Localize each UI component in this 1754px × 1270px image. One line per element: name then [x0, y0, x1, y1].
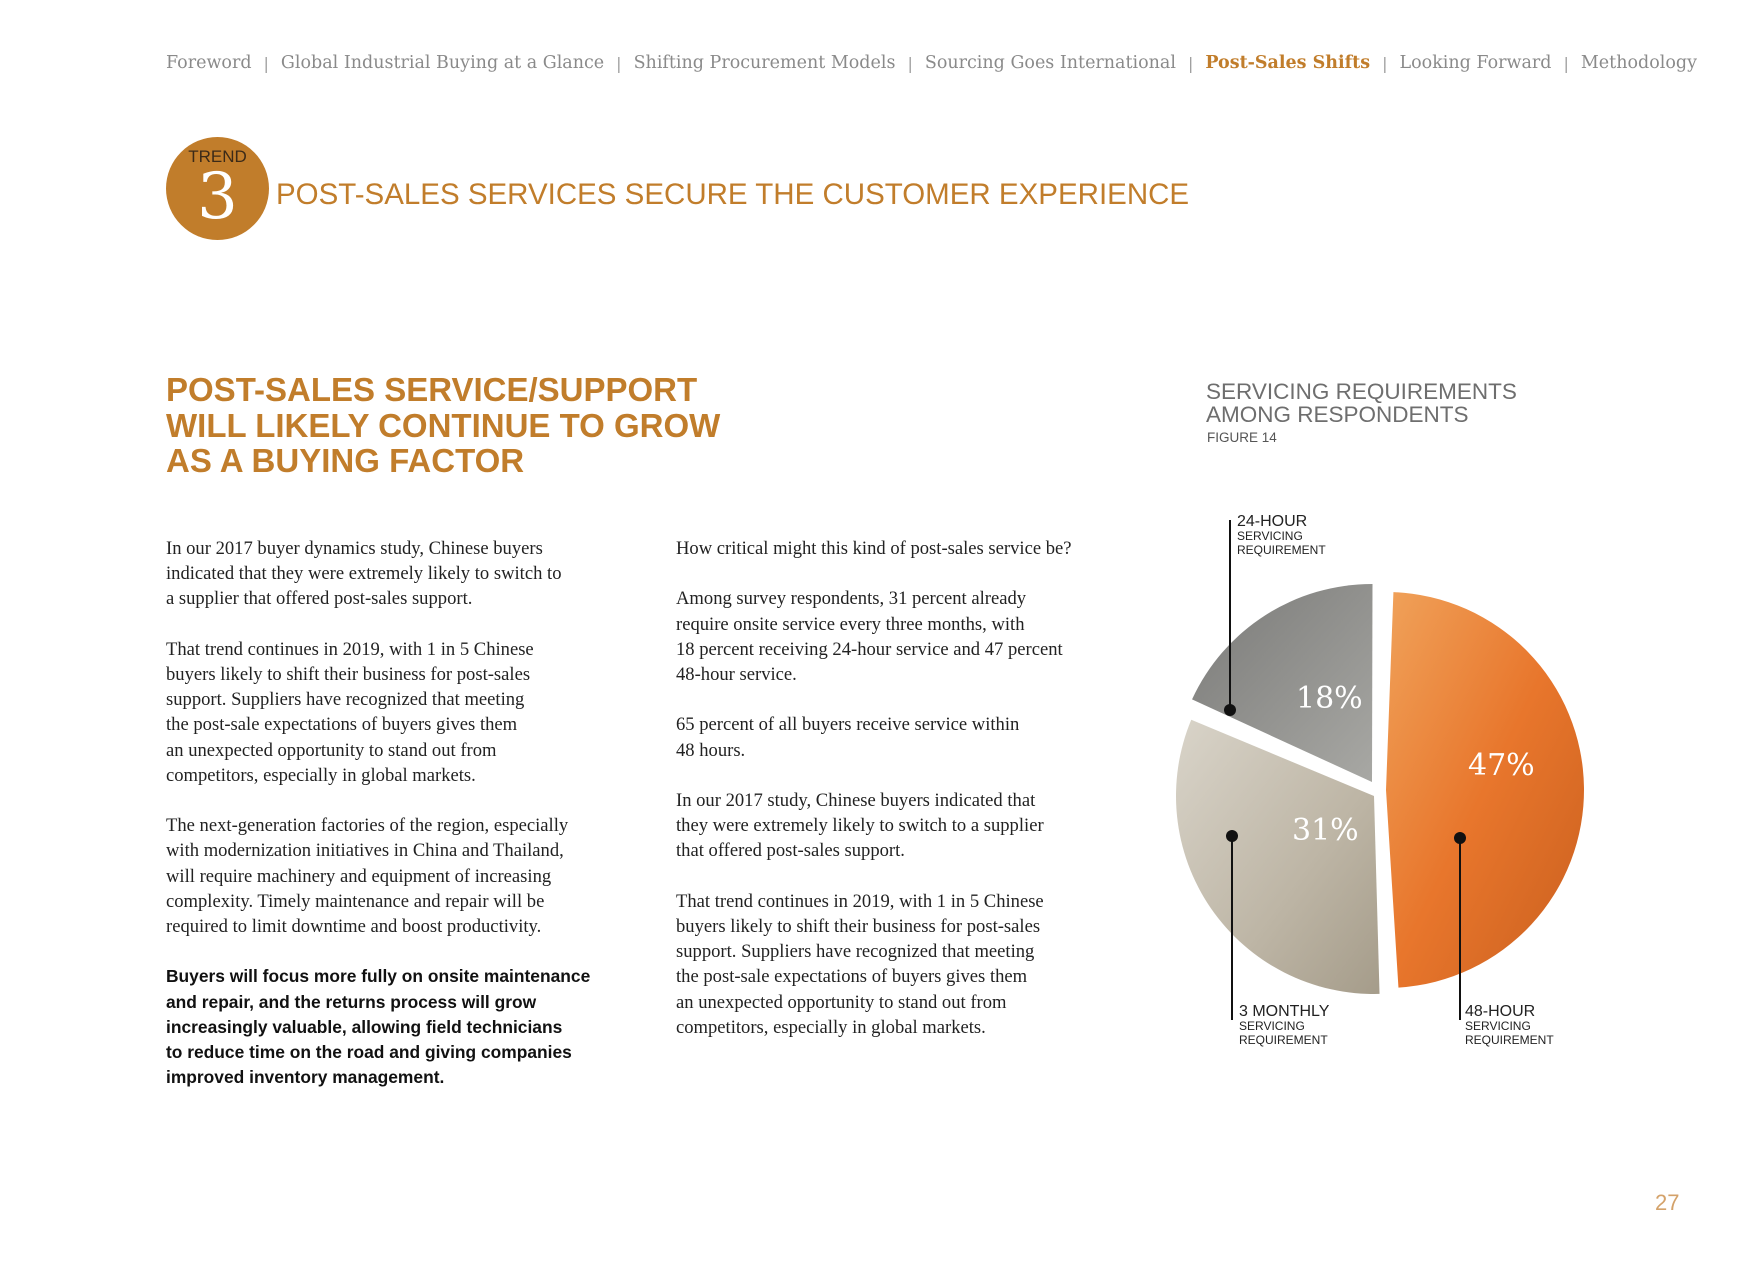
pie-value-48-hour: 47%	[1468, 748, 1535, 783]
pie-label-24-hour-title: 24-HOUR	[1237, 513, 1308, 530]
nav-separator: |	[1187, 53, 1194, 73]
right-paragraph-3: 65 percent of all buyers receive service within 48 hours.	[676, 714, 1020, 761]
section-heading: POST-SALES SERVICE/SUPPORT WILL LIKELY CONTINUE TO GROW AS A BUYING FACTOR	[166, 371, 721, 479]
nav-item-foreword[interactable]: Foreword	[166, 53, 252, 73]
nav-separator: |	[907, 53, 913, 73]
trend-label: TREND	[188, 147, 247, 166]
pie-slice-48-hour	[1386, 592, 1584, 987]
pie-label-3-monthly-title: 3 MONTHLY	[1239, 1003, 1330, 1020]
right-paragraph-4: In our 2017 study, Chinese buyers indicated that they were extremely likely to switch to a supplier that offered post-sales support.	[676, 789, 1044, 862]
pie-leader-dot	[1224, 704, 1236, 716]
pie-label-24-hour-sub: SERVICING REQUIREMENT	[1237, 529, 1326, 557]
page-number: 27	[1655, 1190, 1680, 1215]
pie-label-3-monthly	[1239, 1003, 1329, 1047]
nav-item-post-sales-shifts[interactable]: Post-Sales Shifts	[1205, 53, 1371, 73]
nav-separator: |	[616, 53, 622, 73]
left-bold-callout: Buyers will focus more fully on onsite maintenance and repair, and the returns process will grow increasingly valuable, allowing field technicians to reduce time on the road and giving companies improved inventory management.	[166, 966, 591, 1088]
left-paragraph-2: That trend continues in 2019, with 1 in 5 Chinese buyers likely to shift their business for post-sales support. Suppliers have recognized that meeting the post-sale expectations of buyers gives them an unexpected opportunity to stand out from competitors, especially in global markets.	[166, 638, 534, 786]
right-column	[676, 536, 1156, 1065]
trend-badge	[166, 137, 269, 240]
nav-item-methodology[interactable]: Methodology	[1580, 53, 1697, 73]
pie-label-48-hour	[1465, 1003, 1554, 1047]
nav-item-sourcing-goes-international[interactable]: Sourcing Goes International	[924, 53, 1176, 73]
right-paragraph-1: How critical might this kind of post-sales service be?	[676, 538, 1072, 559]
nav-separator: |	[1563, 53, 1569, 73]
figure-title: SERVICING REQUIREMENTS AMONG RESPONDENTS	[1206, 379, 1517, 427]
nav-item-shifting-procurement-models[interactable]: Shifting Procurement Models	[633, 53, 896, 73]
pie-chart	[1150, 513, 1600, 1047]
pie-leader-dot	[1454, 832, 1466, 844]
top-navigation	[166, 50, 1697, 76]
figure-subtitle: FIGURE 14	[1207, 430, 1277, 445]
right-paragraph-2: Among survey respondents, 31 percent already require onsite service every three months, with 18 percent receiving 24-hour service and 47 percent 48-hour service.	[676, 588, 1063, 685]
left-column	[166, 536, 646, 1116]
pie-label-24-hour	[1237, 513, 1326, 557]
trend-number: 3	[197, 160, 238, 234]
pie-value-3-monthly: 31%	[1292, 813, 1359, 848]
nav-separator: |	[1382, 53, 1388, 73]
pie-leader-dot	[1226, 830, 1238, 842]
pie-label-3-monthly-sub: SERVICING REQUIREMENT	[1239, 1019, 1328, 1047]
left-paragraph-1: In our 2017 buyer dynamics study, Chinese buyers indicated that they were extremely likely to switch to a supplier that offered post-sales support.	[166, 538, 562, 610]
right-paragraph-5: That trend continues in 2019, with 1 in 5 Chinese buyers likely to shift their business for post-sales support. Suppliers have recognized that meeting the post-sale expectations of buyers gives them an unexpected opportunity to stand out from competitors, especially in global markets.	[676, 890, 1044, 1038]
pie-label-48-hour-title: 48-HOUR	[1465, 1003, 1536, 1020]
pie-label-48-hour-sub: SERVICING REQUIREMENT	[1465, 1019, 1554, 1047]
pie-value-24-hour: 18%	[1296, 681, 1363, 716]
nav-separator: |	[263, 53, 269, 73]
nav-item-global-industrial-buying-at-a-glance[interactable]: Global Industrial Buying at a Glance	[280, 53, 605, 73]
pie-chart-svg	[1150, 520, 1600, 1020]
nav-item-looking-forward[interactable]: Looking Forward	[1399, 53, 1552, 73]
trend-title: POST-SALES SERVICES SECURE THE CUSTOMER EXPERIENCE	[276, 178, 1190, 211]
left-paragraph-3: The next-generation factories of the region, especially with modernization initiatives in China and Thailand, will require machinery and equipment of increasing complexity. Timely maintenance and repair will be required to limit downtime and boost productivity.	[166, 815, 569, 938]
